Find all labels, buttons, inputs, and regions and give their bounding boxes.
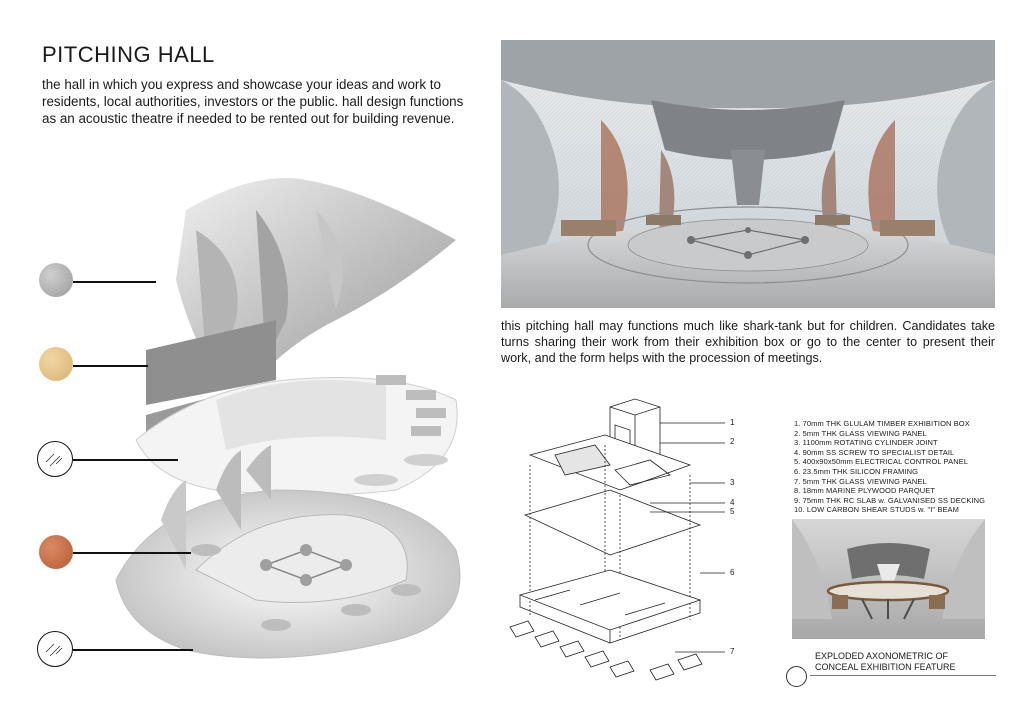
callout-number-7: 7	[730, 647, 735, 656]
callout-number-5: 5	[730, 507, 735, 516]
intro-paragraph: the hall in which you express and showcase your ideas and work to residents, local authorities, investors or the public. hall design functions as an acoustic theatre if needed to be rented out for building revenue.	[42, 77, 464, 126]
description-paragraph: this pitching hall may functions much like shark-tank but for children. Candidates take turns sharing their work from their exhibition box or go to the center to present their work, and the form helps with the procession of meetings.	[501, 319, 995, 365]
glass-leader-line	[73, 459, 178, 461]
brick-material-swatch	[39, 535, 73, 569]
spec-item: 6. 23.5mm THK SILICON FRAMING	[794, 466, 919, 476]
spec-item: 10. LOW CARBON SHEAR STUDS w. "I" BEAM	[794, 505, 959, 515]
spec-item: 8. 18mm MARINE PLYWOOD PARQUET	[794, 486, 936, 496]
specification-list	[794, 419, 1019, 515]
glass-material-swatch-2	[37, 631, 73, 667]
spec-item: 5. 400x90x50mm ELECTRICAL CONTROL PANEL	[794, 457, 969, 467]
page-title: PITCHING HALL	[42, 42, 215, 67]
timber-leader-line	[73, 365, 148, 367]
glass-material-swatch	[37, 441, 73, 477]
timber-material-swatch	[39, 347, 73, 381]
callout-number-3: 3	[730, 478, 735, 487]
callout-number-1: 1	[730, 418, 735, 427]
spec-item: 4. 90mm SS SCREW TO SPECIALIST DETAIL	[794, 447, 955, 457]
spec-item: 7. 5mm THK GLASS VIEWING PANEL	[794, 476, 927, 486]
caption-underline	[810, 675, 996, 676]
glass-leader-line-2	[73, 649, 193, 651]
spec-item: 1. 70mm THK GLULAM TIMBER EXHIBITION BOX	[794, 419, 970, 428]
exploded-axonometric-drawing	[500, 395, 760, 695]
caption-line-1: EXPLODED AXONOMETRIC OF	[815, 651, 949, 661]
concrete-leader-line	[73, 281, 156, 283]
spec-item: 3. 1100mm ROTATING CYLINDER JOINT	[794, 438, 938, 448]
exhibition-detail-render	[792, 519, 985, 639]
callout-number-6: 6	[730, 568, 735, 577]
interior-render-image	[501, 40, 995, 308]
caption-marker-circle	[786, 666, 807, 687]
callout-number-2: 2	[730, 437, 735, 446]
brick-leader-line	[73, 552, 191, 554]
caption-line-2: CONCEAL EXHIBITION FEATURE	[815, 662, 956, 672]
hall-axonometric-image	[36, 170, 496, 690]
callout-number-4: 4	[730, 498, 735, 507]
spec-item: 2. 5mm THK GLASS VIEWING PANEL	[794, 428, 927, 438]
drawing-caption	[815, 651, 956, 673]
spec-item: 9. 75mm THK RC SLAB w. GALVANISED SS DECKING	[794, 495, 986, 505]
concrete-material-swatch	[39, 263, 73, 297]
